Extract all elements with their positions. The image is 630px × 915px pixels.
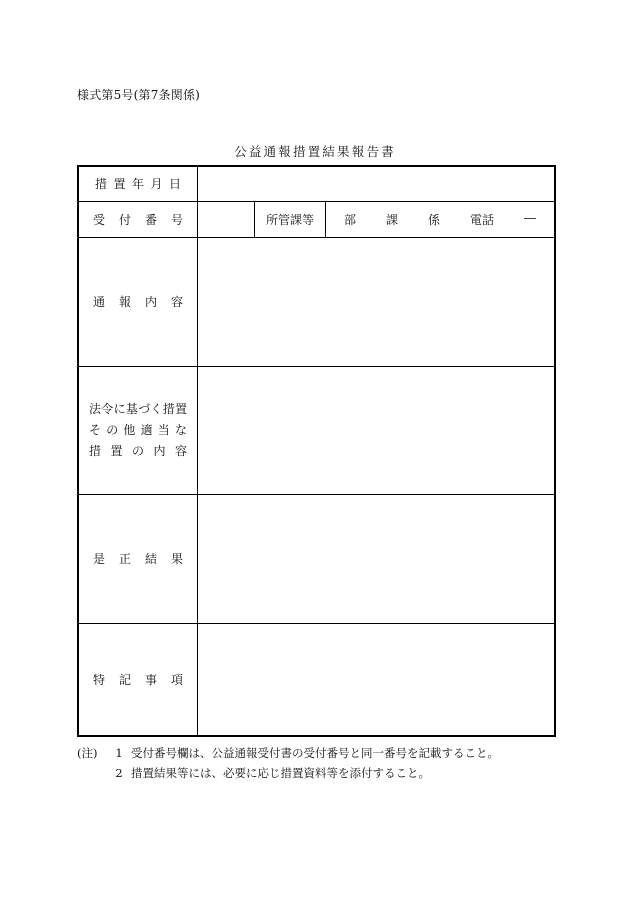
label-measure-date [78,166,198,201]
label-char: 受 [93,212,106,227]
label-char: 是 [93,552,106,566]
label-char: 当 [157,422,170,437]
label-remarks [78,623,198,736]
row-remarks [78,623,555,736]
row-report-content [78,237,555,366]
dept-ka: 課 [386,212,399,227]
note-text: 受付番号欄は、公益通報受付書の受付番号と同一番号を記載すること。 [131,746,499,760]
label-report-content [78,237,198,366]
label-char: 付 [118,212,131,227]
label-char: 令 [101,401,114,416]
label-char: な [174,422,187,437]
label-char: の [131,443,144,458]
label-char: 項 [170,672,183,687]
report-form-table [77,165,556,737]
dept-kakari: 係 [428,212,441,227]
field-correction-result[interactable] [198,494,556,623]
dept-phone: 電話 [470,212,495,227]
label-char: 内 [153,443,166,458]
label-char: 容 [170,295,183,309]
label-char: 置 [113,177,126,192]
spread-text [79,211,197,228]
label-char: 番 [144,212,157,227]
spread-text [79,550,197,567]
label-char: 果 [170,552,183,566]
label-line [89,399,187,420]
measures-label-lines [79,399,197,462]
label-char: に [113,401,126,416]
label-char: 記 [118,672,131,687]
label-char: 適 [140,422,153,437]
label-char: づ [138,401,151,416]
row-measure-date [78,166,555,201]
label-department: 所管課等 [255,201,326,237]
label-char: 容 [174,443,187,458]
label-char: 措 [162,401,175,416]
notes-section [77,743,499,783]
field-remarks[interactable] [198,623,556,736]
note-2 [77,763,499,783]
label-line [89,420,187,441]
label-char: 法 [89,401,102,416]
department-line [326,211,554,228]
label-char: 日 [168,177,181,192]
label-char: 置 [174,401,187,416]
label-char: 特 [93,672,106,687]
label-char: 通 [93,295,106,309]
row-receipt [78,201,555,237]
field-department[interactable] [326,201,556,237]
note-tag-spacer [77,763,107,783]
spread-text [79,293,197,310]
note-1 [77,743,499,763]
row-correction [78,494,555,623]
field-measures[interactable] [198,366,556,494]
row-measures [78,366,555,494]
label-char: く [150,401,163,416]
note-number: 1 [115,746,123,760]
label-char: 置 [110,443,123,458]
label-char: 措 [89,443,102,458]
label-char: 基 [125,401,138,416]
field-measure-date[interactable] [198,166,556,201]
label-char: 措 [95,177,108,192]
document-title: 公益通報措置結果報告書 [234,144,396,159]
label-receipt-number [78,201,198,237]
label-char: 正 [118,552,131,566]
dept-bu: 部 [344,212,357,227]
field-report-content[interactable] [198,237,556,366]
label-char: 内 [144,295,157,309]
label-char: 月 [150,177,163,192]
note-tag: (注) [77,746,98,760]
spread-text [79,671,197,688]
spread-text [79,175,197,192]
label-char: 号 [170,212,183,227]
field-receipt-number[interactable] [198,201,255,237]
label-char: の [106,422,119,437]
label-char: そ [89,422,102,437]
label-line [89,441,187,462]
label-measures [78,366,198,494]
label-char: 結 [144,552,157,566]
dept-dash: ― [524,210,536,225]
note-text: 措置結果等には、必要に応じ措置資料等を添付すること。 [131,766,430,780]
label-char: 年 [131,177,144,192]
label-correction-result [78,494,198,623]
label-char: 他 [123,422,136,437]
label-char: 報 [118,295,131,309]
note-number: 2 [115,766,123,780]
label-char: 事 [144,672,157,687]
form-number: 様式第5号(第7条関係) [77,88,201,102]
